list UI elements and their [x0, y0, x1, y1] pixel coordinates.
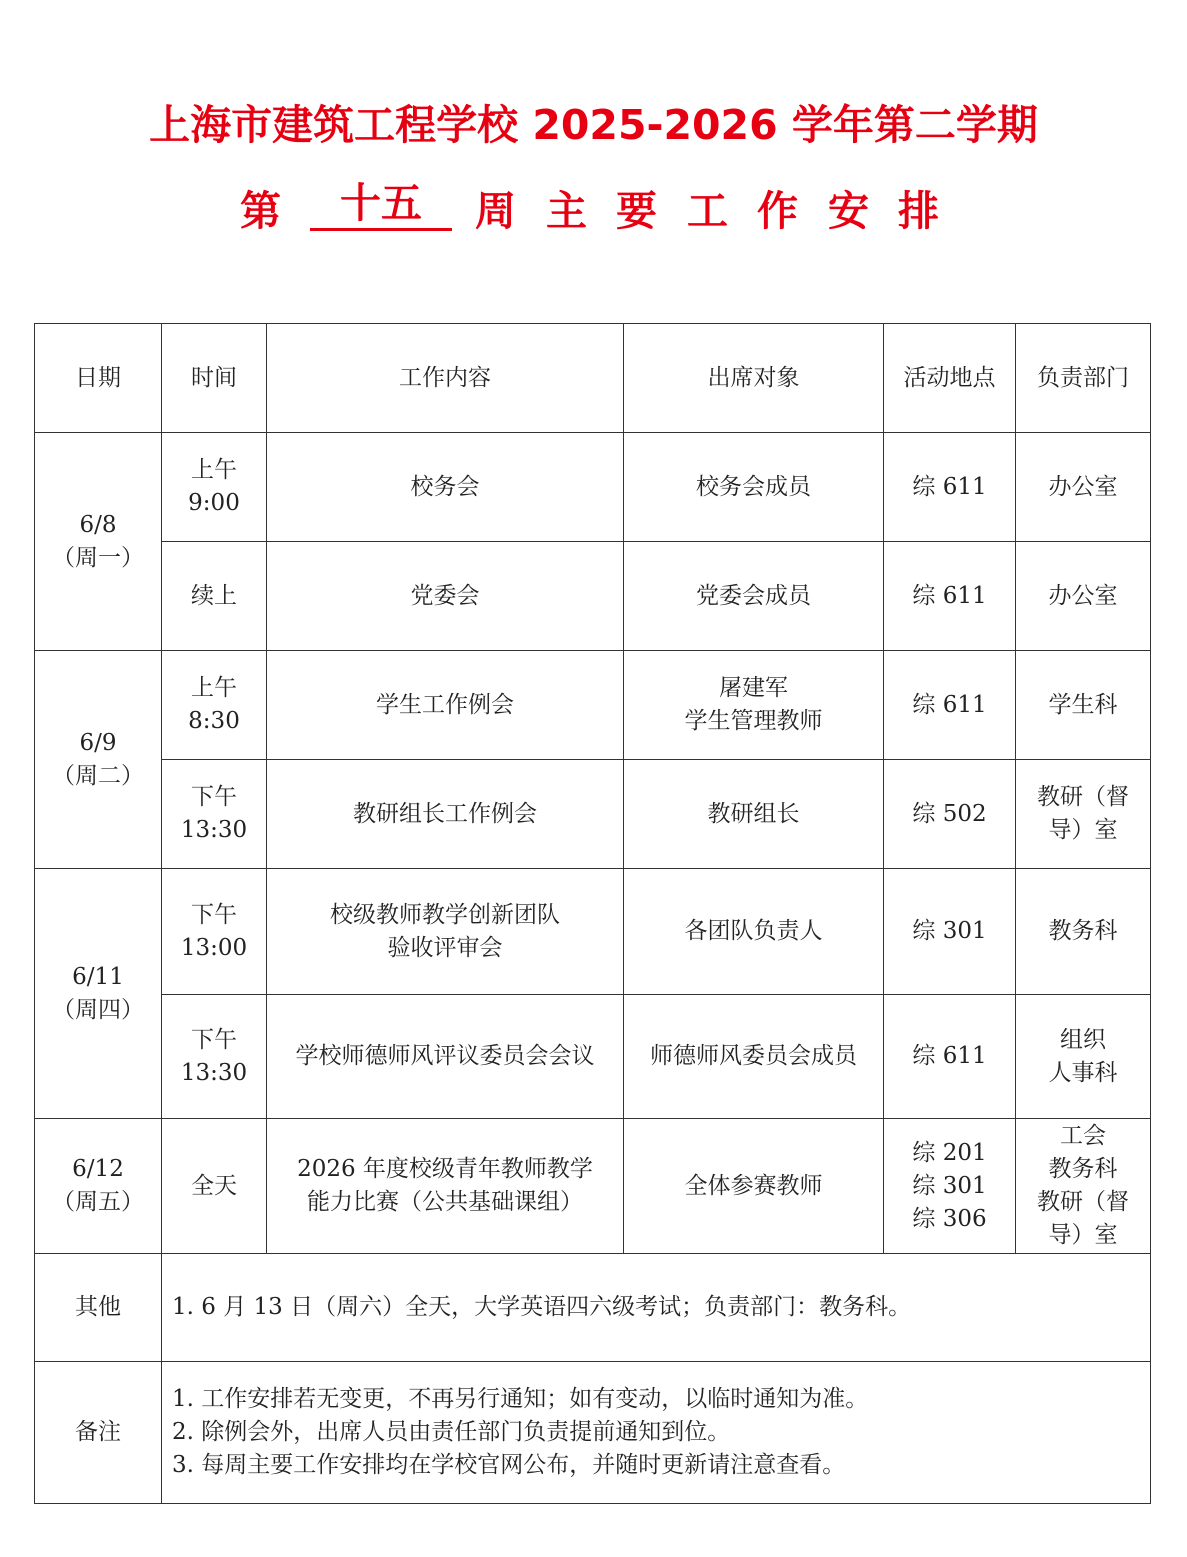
time-cell: [162, 651, 267, 760]
time-cell: [162, 760, 267, 869]
title-char: 工: [687, 187, 728, 235]
time-cell-line: 8:30: [188, 708, 240, 734]
location-cell-line: 综 611: [912, 473, 987, 500]
location-cell-line: 综 201: [912, 1139, 987, 1166]
attendees-cell-line: 党委会成员: [696, 582, 811, 609]
dept-cell-line: 教务科: [1048, 1156, 1118, 1182]
dept-cell-line: 教研（督: [1037, 784, 1129, 810]
location-cell-line: 综 611: [912, 1043, 987, 1069]
table-row: [35, 869, 1151, 995]
location-cell: [884, 760, 1016, 869]
table-row: [35, 542, 1151, 651]
time-cell: [162, 1119, 267, 1254]
content-cell-line: 能力比赛（公共基础课组）: [307, 1189, 583, 1215]
location-cell-line: 综 611: [912, 691, 987, 718]
dept-cell-line: 工会: [1060, 1123, 1106, 1149]
content-cell-line: 验收评审会: [387, 934, 503, 961]
content-cell: [267, 869, 624, 995]
dept-cell-line: 组织: [1060, 1026, 1106, 1053]
title-char: 安: [828, 187, 869, 235]
date-cell: [35, 869, 162, 1119]
time-cell-line: 上午: [191, 675, 237, 701]
content-cell-line: 教研组长工作例会: [353, 800, 537, 827]
dept-cell-line: 导）室: [1048, 817, 1118, 843]
date-cell: [35, 1119, 162, 1254]
notes-text-line: 3. 每周主要工作安排均在学校官网公布，并随时更新请注意查看。: [172, 1452, 846, 1478]
content-cell: [267, 1119, 624, 1254]
date-cell-line: （周五）: [52, 1189, 144, 1215]
dept-cell: [1016, 869, 1151, 995]
header-time: 时间: [162, 324, 267, 433]
title-prefix: 第: [240, 187, 281, 235]
header-dept: 负责部门: [1016, 324, 1151, 433]
dept-cell: [1016, 1119, 1151, 1254]
content-cell-line: 2026 年度校级青年教师教学: [297, 1156, 593, 1182]
dept-cell-line: 教务科: [1048, 918, 1118, 944]
content-cell-line: 学校师德师风评议委员会会议: [295, 1043, 595, 1069]
content-cell-line: 校务会: [410, 473, 480, 500]
date-cell-line: （周四）: [52, 996, 144, 1023]
content-cell: [267, 542, 624, 651]
attendees-cell: [624, 760, 884, 869]
dept-cell-line: 学生科: [1048, 691, 1118, 718]
attendees-cell-line: 学生管理教师: [684, 708, 823, 734]
header-attendees: 出席对象: [624, 324, 884, 433]
content-cell: [267, 995, 624, 1119]
location-cell-line: 综 611: [912, 582, 987, 609]
content-cell-line: 学生工作例会: [376, 691, 514, 718]
notes-text: [162, 1362, 1151, 1504]
location-cell-line: 综 301: [912, 918, 987, 944]
attendees-cell-line: 师德师风委员会成员: [650, 1043, 857, 1069]
dept-cell: [1016, 651, 1151, 760]
location-cell-line: 综 306: [912, 1205, 987, 1232]
dept-cell-line: 办公室: [1048, 473, 1118, 500]
table-row: [35, 651, 1151, 760]
content-cell-line: 党委会: [410, 582, 480, 609]
content-cell: [267, 651, 624, 760]
title-char: 排: [898, 187, 939, 235]
time-cell-line: 下午: [191, 784, 237, 810]
time-cell-line: 全天: [191, 1172, 237, 1199]
time-cell-line: 下午: [191, 1026, 237, 1053]
time-cell: [162, 869, 267, 995]
attendees-cell: [624, 651, 884, 760]
dept-cell-line: 办公室: [1048, 582, 1118, 609]
date-cell: [35, 651, 162, 869]
time-cell-line: 上午: [191, 457, 237, 483]
attendees-cell: [624, 869, 884, 995]
notes-label: [35, 1362, 162, 1504]
location-cell: [884, 542, 1016, 651]
title-char: 周: [475, 187, 516, 235]
time-cell-line: 下午: [191, 901, 237, 928]
attendees-cell: [624, 542, 884, 651]
date-cell-line: 6/12: [72, 1156, 124, 1182]
other-label-line: 其他: [75, 1294, 121, 1320]
title-char: 主: [546, 187, 587, 235]
other-row: [35, 1254, 1151, 1362]
dept-cell-line: 人事科: [1048, 1059, 1118, 1086]
notes-label-line: 备注: [75, 1419, 121, 1445]
time-cell: [162, 542, 267, 651]
header-location: 活动地点: [884, 324, 1016, 433]
time-cell-line: 9:00: [188, 490, 240, 516]
other-label: [35, 1254, 162, 1362]
location-cell-line: 综 301: [912, 1172, 987, 1199]
dept-cell: [1016, 995, 1151, 1119]
table-row: [35, 1119, 1151, 1254]
attendees-cell-line: 校务会成员: [696, 473, 811, 500]
date-cell-line: 6/9: [79, 729, 117, 756]
header-content: 工作内容: [267, 324, 624, 433]
location-cell: [884, 651, 1016, 760]
dept-cell-line: 教研（督: [1037, 1189, 1129, 1215]
dept-cell: [1016, 760, 1151, 869]
notes-text-line: 1. 工作安排若无变更，不再另行通知；如有变动，以临时通知为准。: [172, 1386, 869, 1412]
location-cell: [884, 433, 1016, 542]
date-cell-line: 6/11: [72, 963, 124, 990]
content-cell: [267, 433, 624, 542]
notes-row: [35, 1362, 1151, 1504]
header-row: [35, 324, 1151, 433]
attendees-cell-line: 教研组长: [707, 800, 800, 827]
table-row: [35, 760, 1151, 869]
title-char: 作: [757, 187, 798, 235]
date-cell: [35, 433, 162, 651]
location-cell: [884, 1119, 1016, 1254]
date-cell-line: （周一）: [52, 544, 144, 571]
location-cell: [884, 995, 1016, 1119]
attendees-cell: [624, 995, 884, 1119]
date-cell-line: 6/8: [79, 511, 117, 538]
time-cell-line: 13:30: [180, 817, 248, 843]
time-cell-line: 续上: [191, 582, 237, 609]
other-text: [162, 1254, 1151, 1362]
title-line-1: 上海市建筑工程学校 2025-2026 学年第二学期: [149, 101, 1038, 149]
table-row: [35, 995, 1151, 1119]
other-text-line: 1. 6 月 13 日（周六）全天，大学英语四六级考试；负责部门：教务科。: [172, 1294, 912, 1320]
content-cell: [267, 760, 624, 869]
content-cell-line: 校级教师教学创新团队: [330, 901, 560, 928]
attendees-cell-line: 屠建军: [719, 675, 788, 701]
schedule-table: [34, 323, 1151, 1504]
attendees-cell-line: 各团队负责人: [684, 918, 823, 944]
dept-cell-line: 导）室: [1048, 1222, 1118, 1248]
week-number: 十五: [310, 178, 452, 231]
attendees-cell: [624, 433, 884, 542]
location-cell: [884, 869, 1016, 995]
table-row: [35, 433, 1151, 542]
header-date: 日期: [35, 324, 162, 433]
time-cell: [162, 995, 267, 1119]
notes-text-line: 2. 除例会外，出席人员由责任部门负责提前通知到位。: [172, 1419, 731, 1445]
attendees-cell: [624, 1119, 884, 1254]
dept-cell: [1016, 542, 1151, 651]
attendees-cell-line: 全体参赛教师: [684, 1172, 823, 1199]
title-char: 要: [616, 187, 657, 235]
time-cell: [162, 433, 267, 542]
time-cell-line: 13:30: [180, 1059, 248, 1086]
date-cell-line: （周二）: [52, 762, 144, 789]
location-cell-line: 综 502: [912, 800, 987, 827]
dept-cell: [1016, 433, 1151, 542]
time-cell-line: 13:00: [180, 934, 248, 961]
